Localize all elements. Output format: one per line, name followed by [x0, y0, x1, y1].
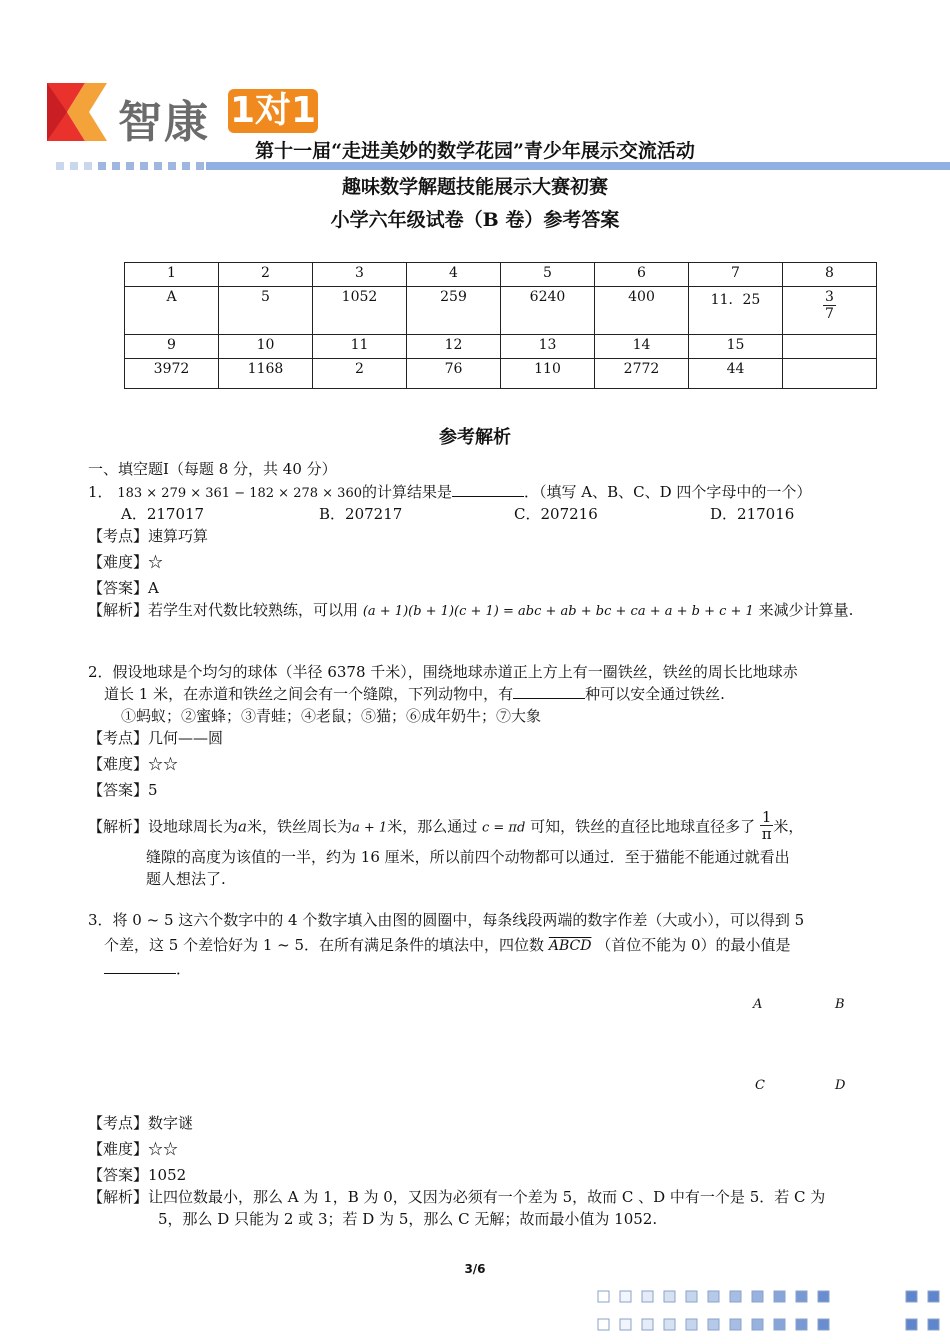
figure-label-b: B [835, 997, 845, 1012]
q1-expression: 183 × 279 × 361 − 182 × 278 × 360 [117, 486, 362, 501]
table-cell: 14 [595, 335, 689, 359]
table-cell [783, 359, 877, 389]
part-heading: 一、填空题Ⅰ（每题 8 分，共 40 分） [88, 460, 337, 478]
q3-jiexi [88, 1186, 825, 1208]
table-cell: 10 [219, 335, 313, 359]
figure-label-c: C [755, 1078, 765, 1093]
q2-line2 [104, 683, 725, 705]
daan-value: 5 [148, 781, 158, 799]
table-cell: 1168 [219, 359, 313, 389]
table-row [125, 359, 877, 389]
q2-kaodian [88, 727, 223, 749]
fraction-1-over-pi [760, 809, 774, 842]
table-cell: 15 [689, 335, 783, 359]
jiexi-label: 【解析】 [88, 817, 149, 836]
jiexi-text: 米， [773, 817, 804, 836]
q3-jiexi-line2: 5，那么 D 只能为 2 或 3；若 D 为 5，那么 C 无解；故而最小值为 1052. [158, 1210, 658, 1228]
q1-jiexi [88, 599, 853, 623]
jiexi-text: 若学生对代数比较熟练，可以用 [148, 601, 359, 619]
table-cell: 13 [501, 335, 595, 359]
figure-label-a: A [753, 997, 763, 1012]
q2-text: 道长 1 米，在赤道和铁丝之间会有一个缝隙，下列动物中，有 [104, 685, 514, 703]
nandu-value: ☆☆ [148, 1140, 179, 1158]
q3-text: （首位不能为 0）的最小值是 [596, 936, 791, 954]
answer-blank [452, 482, 524, 497]
q1-option-b: B．207217 [319, 505, 403, 523]
table-cell [783, 287, 877, 335]
table-cell: 4 [407, 263, 501, 287]
q2-jiexi [88, 808, 804, 844]
q2-nandu [88, 753, 178, 775]
table-cell: 44 [689, 359, 783, 389]
table-cell: 6 [595, 263, 689, 287]
q2-daan [88, 779, 158, 801]
table-cell: A [125, 287, 219, 335]
jiexi-text: 米，铁丝周长为 [246, 817, 352, 836]
section-title: 参考解析 [439, 427, 511, 448]
nandu-value: ☆☆ [148, 755, 179, 773]
q3-line2 [104, 934, 791, 957]
q3-text: 个差，这 5 个差恰好为 1 ~ 5．在所有满足条件的填法中，四位数 [104, 936, 545, 954]
kaodian-label: 【考点】 [88, 1114, 149, 1132]
daan-label: 【答案】 [88, 781, 149, 799]
nandu-label: 【难度】 [88, 755, 149, 773]
kaodian-label: 【考点】 [88, 527, 149, 545]
fraction-numerator: 3 [825, 289, 834, 305]
daan-label: 【答案】 [88, 579, 149, 597]
fraction-numerator: 1 [761, 808, 772, 826]
q2-jiexi-line3: 题人想法了. [146, 870, 226, 888]
title-line3: 小学六年级试卷（B 卷）参考答案 [330, 209, 620, 231]
table-cell: 3 [313, 263, 407, 287]
q1-stem-b: ．（填写 A、B、C、D 四个字母中的一个） [524, 483, 812, 501]
daan-label: 【答案】 [88, 1166, 149, 1184]
table-cell: 2772 [595, 359, 689, 389]
table-cell: 11 [313, 335, 407, 359]
table-cell: 8 [783, 263, 877, 287]
q1-stem-a: 的计算结果是 [362, 483, 453, 501]
q2-jiexi-line2: 缝隙的高度为该值的一半，约为 16 厘米，所以前四个动物都可以通过．至于猫能不能通过就看出 [146, 848, 790, 866]
q1-nandu [88, 551, 163, 573]
table-row [125, 287, 877, 335]
nandu-value: ☆ [148, 553, 164, 571]
answer-blank [513, 684, 585, 699]
q3-line1: 3．将 0 ~ 5 这六个数字中的 4 个数字填入由图的圆圈中，每条线段两端的数字作差（大或小），可以得到 5 [88, 911, 805, 929]
kaodian-value: 速算巧算 [148, 527, 209, 545]
q1-option-d: D．217016 [710, 505, 795, 523]
table-cell: 5 [501, 263, 595, 287]
var-a: a [238, 817, 247, 836]
nandu-label: 【难度】 [88, 553, 149, 571]
number-abcd: ABCD [548, 938, 592, 954]
kaodian-value: 数字谜 [148, 1114, 194, 1132]
jiexi-formula: c = πd [481, 820, 526, 836]
table-cell: 2 [219, 263, 313, 287]
fraction-denominator: π [761, 825, 772, 843]
table-cell: 6240 [501, 287, 595, 335]
daan-value: A [148, 579, 159, 597]
q1-kaodian [88, 525, 208, 547]
kaodian-label: 【考点】 [88, 729, 149, 747]
jiexi-text: 米，那么通过 [387, 817, 478, 836]
q3-nandu [88, 1138, 178, 1160]
table-row [125, 263, 877, 287]
q2-options: ①蚂蚁；②蜜蜂；③青蛙；④老鼠；⑤猫；⑥成年奶牛；⑦大象 [121, 707, 542, 725]
kaodian-value: 几何——圆 [148, 729, 224, 747]
table-cell: 11．25 [689, 287, 783, 335]
footer-decoration [597, 1290, 950, 1334]
jiexi-text: 可知，铁丝的直径比地球直径多了 [530, 817, 756, 836]
table-cell: 1052 [313, 287, 407, 335]
jiexi-text: 让四位数最小，那么 A 为 1，B 为 0，又因为必须有一个差为 5，故而 C 、D 中有一个是 5．若 C 为 [148, 1188, 826, 1206]
q3-kaodian [88, 1112, 193, 1134]
jiexi-text: 来减少计算量. [758, 601, 854, 619]
table-cell: 76 [407, 359, 501, 389]
answer-blank [104, 959, 176, 974]
table-cell: 9 [125, 335, 219, 359]
fraction-denominator: 7 [825, 306, 834, 322]
table-cell: 3972 [125, 359, 219, 389]
title-line2: 趣味数学解题技能展示大赛初赛 [341, 176, 608, 198]
q2-text: 种可以安全通过铁丝. [585, 685, 725, 703]
q1-daan [88, 577, 159, 599]
var-a-plus-1: a + 1 [352, 820, 388, 836]
q1-option-c: C．207216 [514, 505, 598, 523]
q1-number: 1． [88, 483, 113, 501]
nandu-label: 【难度】 [88, 1140, 149, 1158]
jiexi-label: 【解析】 [88, 1188, 149, 1206]
table-cell: 12 [407, 335, 501, 359]
table-cell: 1 [125, 263, 219, 287]
q1-option-a: A．217017 [121, 505, 205, 523]
table-row [125, 335, 877, 359]
jiexi-label: 【解析】 [88, 601, 149, 619]
table-cell [783, 335, 877, 359]
table-cell: 400 [595, 287, 689, 335]
q3-daan [88, 1164, 186, 1186]
table-cell: 2 [313, 359, 407, 389]
daan-value: 1052 [148, 1166, 187, 1184]
answer-table [124, 262, 877, 389]
q3-text: ． [176, 960, 192, 978]
table-cell: 7 [689, 263, 783, 287]
page-number: 3/6 [464, 1262, 486, 1276]
q1-stem [88, 481, 811, 505]
logo-icon [47, 83, 107, 141]
brand-badge: 1对1 [229, 90, 317, 131]
q3-line3 [104, 958, 191, 980]
jiexi-formula: (a + 1)(b + 1)(c + 1) = abc + ab + bc + ca + a + b + c + 1 [362, 604, 754, 619]
jiexi-text: 设地球周长为 [148, 817, 239, 836]
fraction-answer [823, 289, 836, 322]
table-cell: 259 [407, 287, 501, 335]
q2-line1: 2．假设地球是个均匀的球体（半径 6378 千米），围绕地球赤道正上方上有一圈铁丝，铁丝的周长比地球赤 [88, 663, 798, 681]
title-line1: 第十一届“走进美妙的数学花园”青少年展示交流活动 [255, 140, 695, 162]
table-cell: 5 [219, 287, 313, 335]
brand-name: 智康 [118, 97, 210, 148]
figure-label-d: D [835, 1078, 846, 1093]
table-cell: 110 [501, 359, 595, 389]
